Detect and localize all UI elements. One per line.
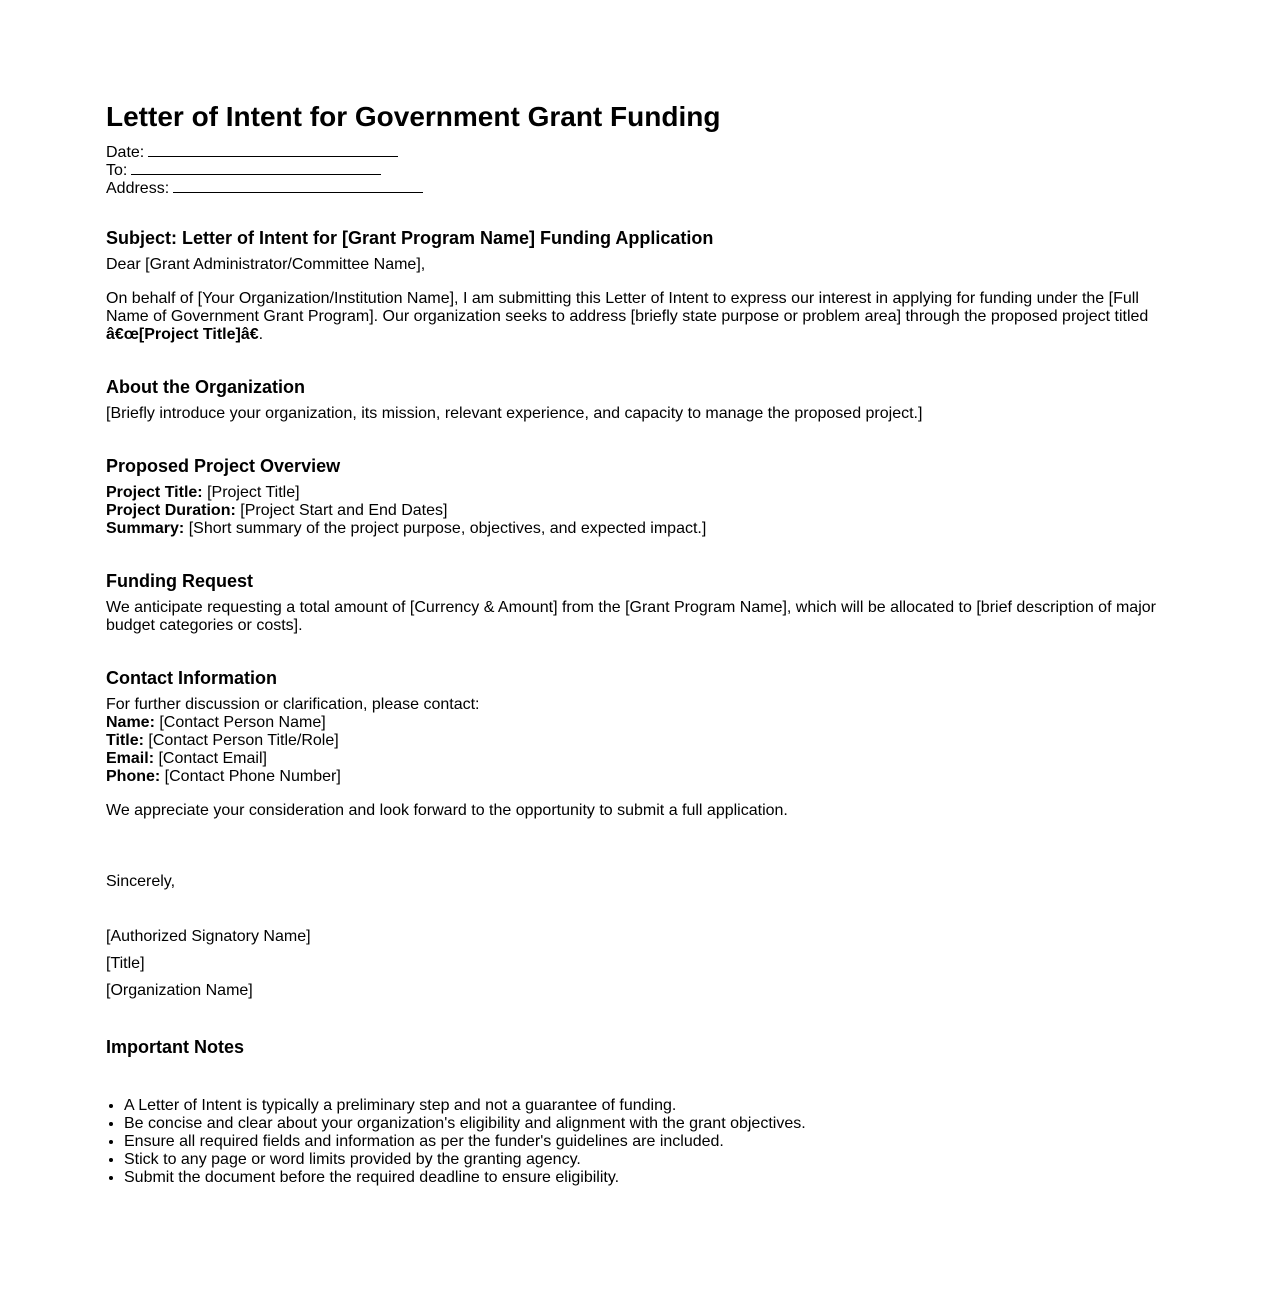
page-title: Letter of Intent for Government Grant Funding bbox=[106, 101, 721, 132]
signatory-title: [Title] bbox=[106, 955, 145, 972]
notes-list bbox=[106, 1097, 806, 1187]
funding-body: We anticipate requesting a total amount of [Currency & Amount] from the [Grant Program Name], which will be allocated to [brief description of major budget categories or costs]. bbox=[106, 599, 1156, 634]
overview-details bbox=[106, 484, 706, 538]
about-body: [Briefly introduce your organization, its mission, relevant experience, and capacity to manage the proposed project.] bbox=[106, 405, 923, 422]
contact-row-title bbox=[106, 732, 480, 750]
overview-label: Summary: bbox=[106, 520, 185, 537]
intro-end: . bbox=[258, 326, 264, 343]
contact-label: Email: bbox=[106, 750, 155, 767]
subject-heading: Subject: Letter of Intent for [Grant Program Name] Funding Application bbox=[106, 228, 714, 248]
contact-value: [Contact Person Name] bbox=[159, 714, 326, 731]
header-fields bbox=[106, 142, 423, 196]
closing-paragraph: We appreciate your consideration and look forward to the opportunity to submit a full application. bbox=[106, 802, 788, 819]
contact-intro: For further discussion or clarification, please contact: bbox=[106, 696, 480, 713]
list-item: • Stick to any page or word limits provided by the granting agency. bbox=[124, 1151, 806, 1169]
overview-value: [Short summary of the project purpose, objectives, and expected impact.] bbox=[188, 520, 707, 537]
contact-value: [Contact Person Title/Role] bbox=[148, 732, 339, 749]
overview-value: [Project Title] bbox=[207, 484, 300, 501]
overview-heading: Proposed Project Overview bbox=[106, 456, 341, 476]
address-label: Address: bbox=[106, 180, 170, 197]
salutation: Dear [Grant Administrator/Committee Name], bbox=[106, 256, 426, 273]
list-item: • Be concise and clear about your organization's eligibility and alignment with the grant objectives. bbox=[124, 1115, 806, 1133]
signatory-name: [Authorized Signatory Name] bbox=[106, 928, 311, 945]
contact-details bbox=[106, 696, 480, 786]
date-blank-line bbox=[148, 142, 398, 157]
signatory-org: [Organization Name] bbox=[106, 982, 253, 999]
overview-label: Project Duration: bbox=[106, 502, 236, 519]
intro-text: On behalf of [Your Organization/Institution Name], I am submitting this Letter of Intent to express our interest in applying for funding under the [Full Name of Government Grant Program]. Our organization seeks to address [briefly state purpose or problem area] through the proposed project titled bbox=[106, 290, 1149, 325]
overview-row-duration bbox=[106, 502, 706, 520]
overview-label: Project Title: bbox=[106, 484, 203, 501]
to-blank-line bbox=[131, 160, 381, 175]
contact-row-email bbox=[106, 750, 480, 768]
contact-value: [Contact Email] bbox=[158, 750, 267, 767]
address-field-row bbox=[106, 178, 423, 196]
list-item: • Submit the document before the required deadline to ensure eligibility. bbox=[124, 1169, 806, 1187]
list-item: • Ensure all required fields and information as per the funder's guidelines are included. bbox=[124, 1133, 806, 1151]
to-label: To: bbox=[106, 162, 128, 179]
signoff: Sincerely, bbox=[106, 873, 176, 890]
contact-row-name bbox=[106, 714, 480, 732]
contact-value: [Contact Phone Number] bbox=[164, 768, 341, 785]
contact-heading: Contact Information bbox=[106, 668, 277, 688]
intro-paragraph bbox=[106, 290, 1166, 344]
contact-label: Name: bbox=[106, 714, 155, 731]
to-field-row bbox=[106, 160, 423, 178]
date-label: Date: bbox=[106, 144, 145, 161]
list-item: • A Letter of Intent is typically a preliminary step and not a guarantee of funding. bbox=[124, 1097, 806, 1115]
overview-row-summary bbox=[106, 520, 706, 538]
overview-row-title bbox=[106, 484, 706, 502]
notes-heading: Important Notes bbox=[106, 1037, 245, 1057]
overview-value: [Project Start and End Dates] bbox=[240, 502, 448, 519]
date-field-row bbox=[106, 142, 423, 160]
funding-heading: Funding Request bbox=[106, 571, 253, 591]
about-heading: About the Organization bbox=[106, 377, 305, 397]
contact-label: Title: bbox=[106, 732, 144, 749]
contact-label: Phone: bbox=[106, 768, 161, 785]
contact-row-phone bbox=[106, 768, 480, 786]
intro-project-title: â€œ[Project Title]â€ bbox=[106, 326, 259, 343]
address-blank-line bbox=[173, 178, 423, 193]
